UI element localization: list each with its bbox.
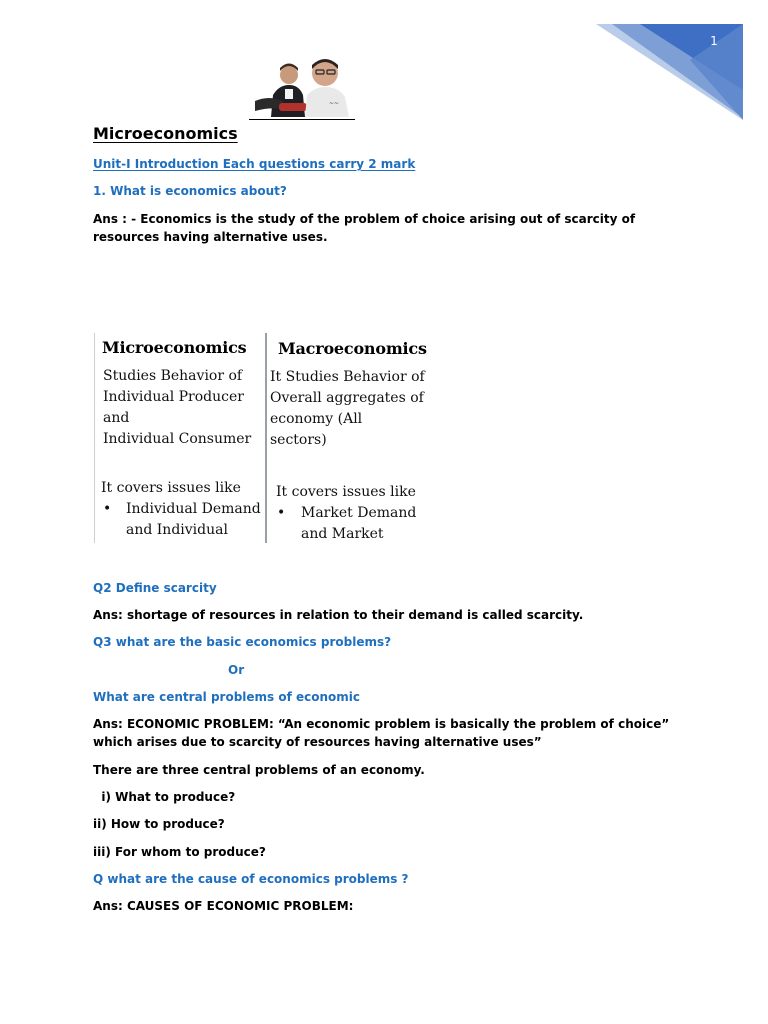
micro-bullet-icon: • xyxy=(103,501,112,517)
macro-column xyxy=(265,333,436,543)
micro-bullet-2: and Individual xyxy=(126,522,228,538)
macro-bullet-1: Market Demand xyxy=(301,505,417,521)
unit-heading-link[interactable]: Unit-I Introduction Each questions carry 2 mark xyxy=(93,157,416,171)
macro-line-2: Overall aggregates of xyxy=(270,390,424,406)
macro-line-3: economy (All xyxy=(270,411,363,427)
document-title: Microeconomics xyxy=(93,124,238,143)
answer-3-intro: There are three central problems of an economy. xyxy=(93,763,425,777)
micro-line-2: Individual Producer xyxy=(103,389,244,405)
micro-line-4: Individual Consumer xyxy=(103,431,252,447)
answer-2: Ans: shortage of resources in relation to their demand is called scarcity. xyxy=(93,608,584,622)
macro-line-1: It Studies Behavior of xyxy=(270,369,425,385)
page-number: 1 xyxy=(710,34,718,48)
question-1: 1. What is economics about? xyxy=(93,184,287,198)
macro-bullet-2: and Market xyxy=(301,526,384,542)
question-2: Q2 Define scarcity xyxy=(93,581,217,595)
answer-3: Ans: ECONOMIC PROBLEM: “An economic problem is basically the problem of choice” which arises due to scarcity of resources having alternative uses” xyxy=(93,717,670,749)
answer-1: Ans : - Economics is the study of the problem of choice arising out of scarcity of resources having alternative uses. xyxy=(93,212,636,244)
people-photo-icon xyxy=(249,55,355,117)
or-separator: Or xyxy=(228,663,245,677)
corner-decoration xyxy=(0,0,768,130)
problem-item: ii) How to produce? xyxy=(93,817,225,831)
micro-line-3: and xyxy=(103,410,130,426)
problem-item: iii) For whom to produce? xyxy=(93,845,266,859)
question-3-alt: What are central problems of economic xyxy=(93,690,361,704)
micro-header: Microeconomics xyxy=(102,338,247,357)
photo-underline xyxy=(249,119,355,120)
micro-macro-comparison-table xyxy=(94,333,436,543)
micro-column xyxy=(94,333,265,543)
micro-bullet-1: Individual Demand xyxy=(126,501,261,517)
question-3: Q3 what are the basic economics problems? xyxy=(93,635,392,649)
macro-bullet-icon: • xyxy=(277,505,286,521)
micro-covers: It covers issues like xyxy=(101,480,241,496)
problem-item: i) What to produce? xyxy=(93,790,236,804)
macro-header: Macroeconomics xyxy=(278,339,427,358)
answer-4: Ans: CAUSES OF ECONOMIC PROBLEM: xyxy=(93,899,354,913)
question-4: Q what are the cause of economics problems ? xyxy=(93,872,409,886)
macro-covers: It covers issues like xyxy=(276,484,416,500)
svg-text:~~: ~~ xyxy=(329,100,340,107)
macro-line-4: sectors) xyxy=(270,432,327,448)
micro-line-1: Studies Behavior of xyxy=(103,368,243,384)
